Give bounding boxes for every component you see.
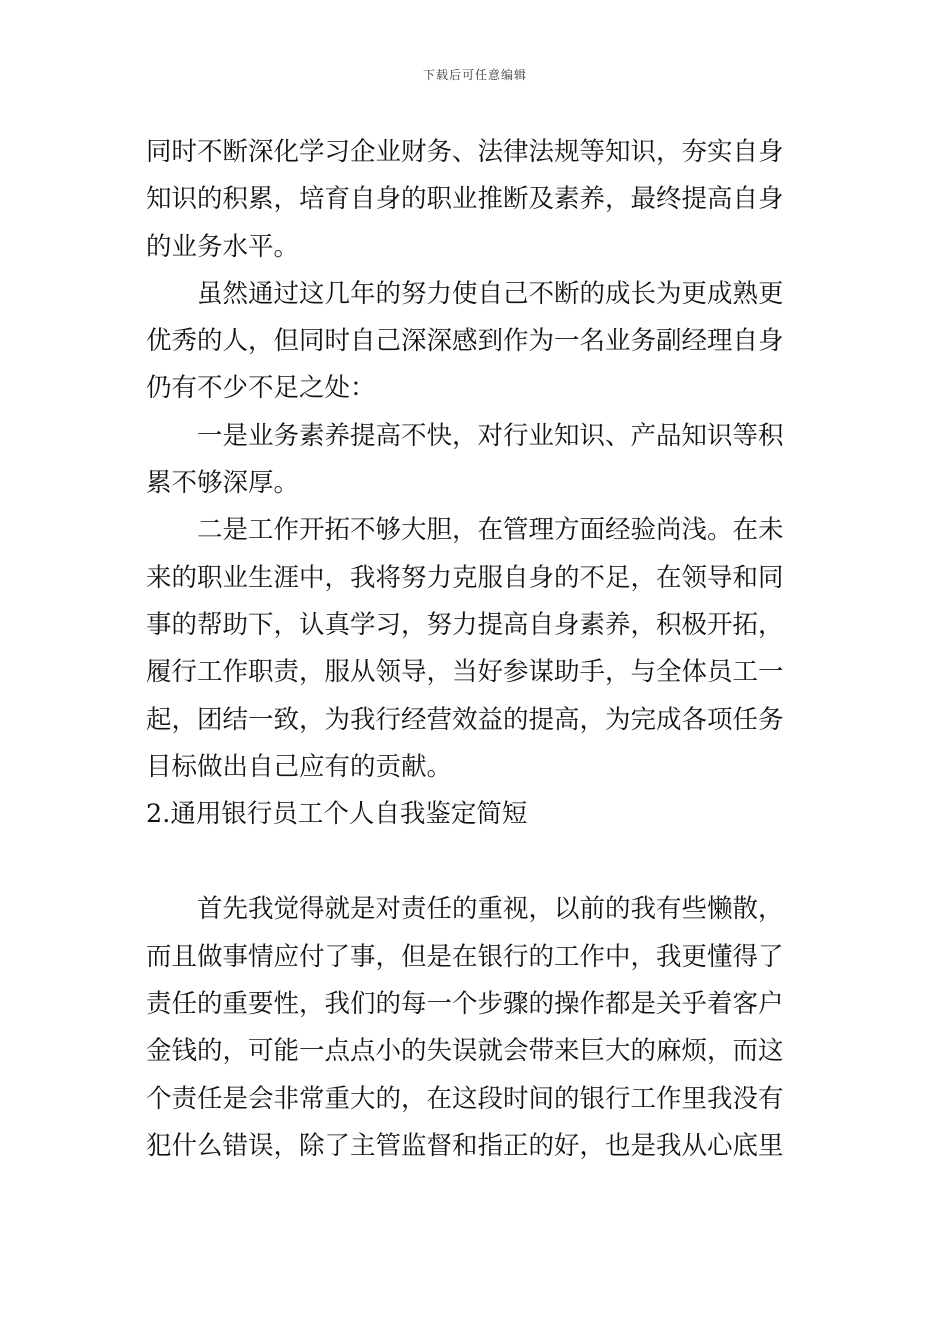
text-line: 金钱的，可能一点点小的失误就会带来巨大的麻烦，而这 [146,1036,784,1067]
text-line: 个责任是会非常重大的，在这段时间的银行工作里我没有 [146,1083,784,1114]
paragraph [146,129,808,271]
paragraph [146,886,808,1170]
text-line: 来的职业生涯中，我将努力克服自身的不足，在领导和同 [146,562,784,593]
text-line: 而且做事情应付了事，但是在银行的工作中，我更懂得了 [146,941,784,972]
text-line: 起，团结一致，为我行经营效益的提高，为完成各项任务 [146,704,784,735]
text-line: 一是业务素养提高不快，对行业知识、产品知识等积 [197,420,784,451]
document-body [146,129,808,1170]
page-header: 下载后可任意编辑 [422,68,527,82]
text-line: 优秀的人，但同时自己深深感到作为一名业务副经理自身 [146,326,784,357]
text-line: 责任的重要性，我们的每一个步骤的操作都是关乎着客户 [146,989,784,1020]
paragraph [146,507,808,791]
paragraph [146,413,808,508]
text-line: 犯什么错误，除了主管监督和指正的好，也是我从心底里 [146,1130,784,1161]
paragraph [146,271,808,413]
text-line: 仍有不少不足之处： [146,373,376,404]
text-line: 虽然通过这几年的努力使自己不断的成长为更成熟更 [197,278,784,309]
text-line: 二是工作开拓不够大胆，在管理方面经验尚浅。在未 [197,515,784,546]
text-line: 知识的积累，培育自身的职业推断及素养，最终提高自身 [146,184,784,215]
text-line: 目标做出自己应有的贡献。 [146,751,453,782]
text-line: 同时不断深化学习企业财务、法律法规等知识，夯实自身 [146,137,784,167]
text-line: 的业务水平。 [146,231,300,262]
blank-line [146,838,808,886]
section-heading: 2.通用银行员工个人自我鉴定简短 [146,799,528,830]
text-line: 累不够深厚。 [146,468,300,499]
text-line: 履行工作职责，服从领导，当好参谋助手，与全体员工一 [146,657,784,688]
text-line: 首先我觉得就是对责任的重视，以前的我有些懒散， [197,894,784,925]
text-line: 事的帮助下，认真学习，努力提高自身素养，积极开拓， [146,609,784,640]
